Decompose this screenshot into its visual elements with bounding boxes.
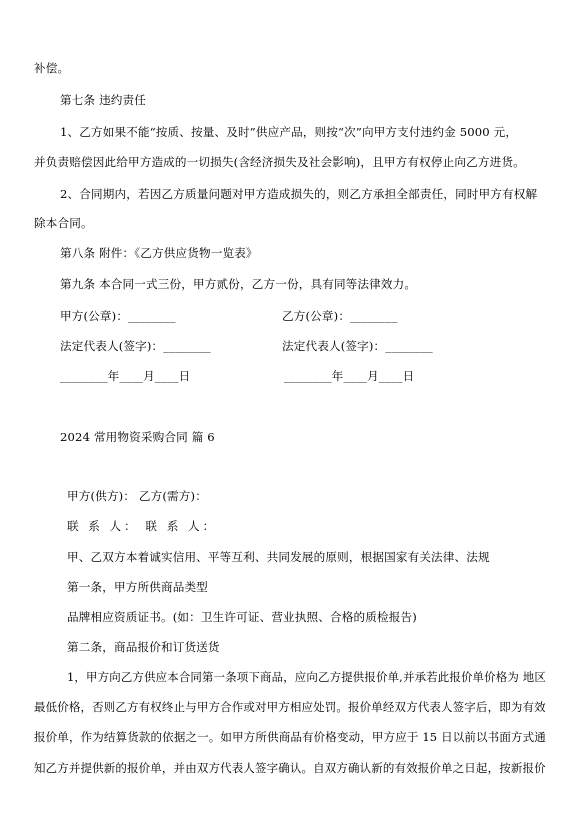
text-line: 最低价格，否则乙方有权终止与甲方合作或对甲方相应处罚。报价单经双方代表人签字后，即为有效 bbox=[34, 700, 546, 714]
text-line: 甲、乙双方本着诚实信用、平等互利、共同发展的原则，根据国家有关法律、法规 bbox=[67, 550, 490, 564]
text-line: 补偿。 bbox=[34, 61, 70, 75]
text-line: 品牌相应资质证书。(如：卫生许可证、营业执照、合格的质检报告) bbox=[67, 610, 417, 624]
party-a-date: ________年____月____日 bbox=[60, 369, 191, 383]
party-b-seal: 乙方(公章)：________ bbox=[282, 309, 398, 323]
article-nine-line: 第九条 本合同一式三份，甲方贰份，乙方一份，具有同等法律效力。 bbox=[60, 277, 417, 291]
party-b-date: ________年____月____日 bbox=[284, 369, 415, 383]
article-eight-line: 第八条 附件：《乙方供应货物一览表》 bbox=[60, 246, 258, 260]
section-title: 2024 常用物资采购合同 篇 6 bbox=[60, 430, 215, 444]
party-b-representative: 法定代表人(签字)：________ bbox=[282, 339, 433, 353]
text-line: 知乙方并提供新的报价单，并由双方代表人签字确认。自双方确认新的有效报价单之日起，按新报价 bbox=[34, 761, 546, 775]
contact-line: 联 系 人： 联 系 人： bbox=[67, 519, 218, 533]
text-line: 2、合同期内，若因乙方质量问题对甲方造成损失的，则乙方承担全部责任，同时甲方有权解 bbox=[60, 187, 538, 201]
article-one-heading: 第一条，甲方所供商品类型 bbox=[67, 580, 208, 594]
text-line: 除本合同。 bbox=[34, 216, 93, 230]
party-a-seal: 甲方(公章)：________ bbox=[60, 309, 176, 323]
parties-line: 甲方(供方)： 乙方(需方)： bbox=[67, 489, 207, 503]
article-two-heading: 第二条，商品报价和订货送货 bbox=[67, 640, 220, 654]
text-line: 并负责赔偿因此给甲方造成的一切损失(含经济损失及社会影响)，且甲方有权停止向乙方进货。 bbox=[34, 155, 525, 169]
party-a-representative: 法定代表人(签字)：________ bbox=[60, 339, 211, 353]
text-line: 1，甲方向乙方供应本合同第一条项下商品，应向乙方提供报价单,并承若此报价单价格为 地区 bbox=[67, 670, 546, 684]
text-line: 报价单，作为结算货款的依据之一。如甲方所供商品有价格变动，甲方应于 15 日以前以书面方式通 bbox=[34, 730, 546, 744]
text-line: 1、乙方如果不能“按质、按量、及时”供应产品，则按“次”向甲方支付违约金 5000 元， bbox=[60, 125, 518, 139]
article-seven-heading: 第七条 违约责任 bbox=[60, 93, 147, 107]
